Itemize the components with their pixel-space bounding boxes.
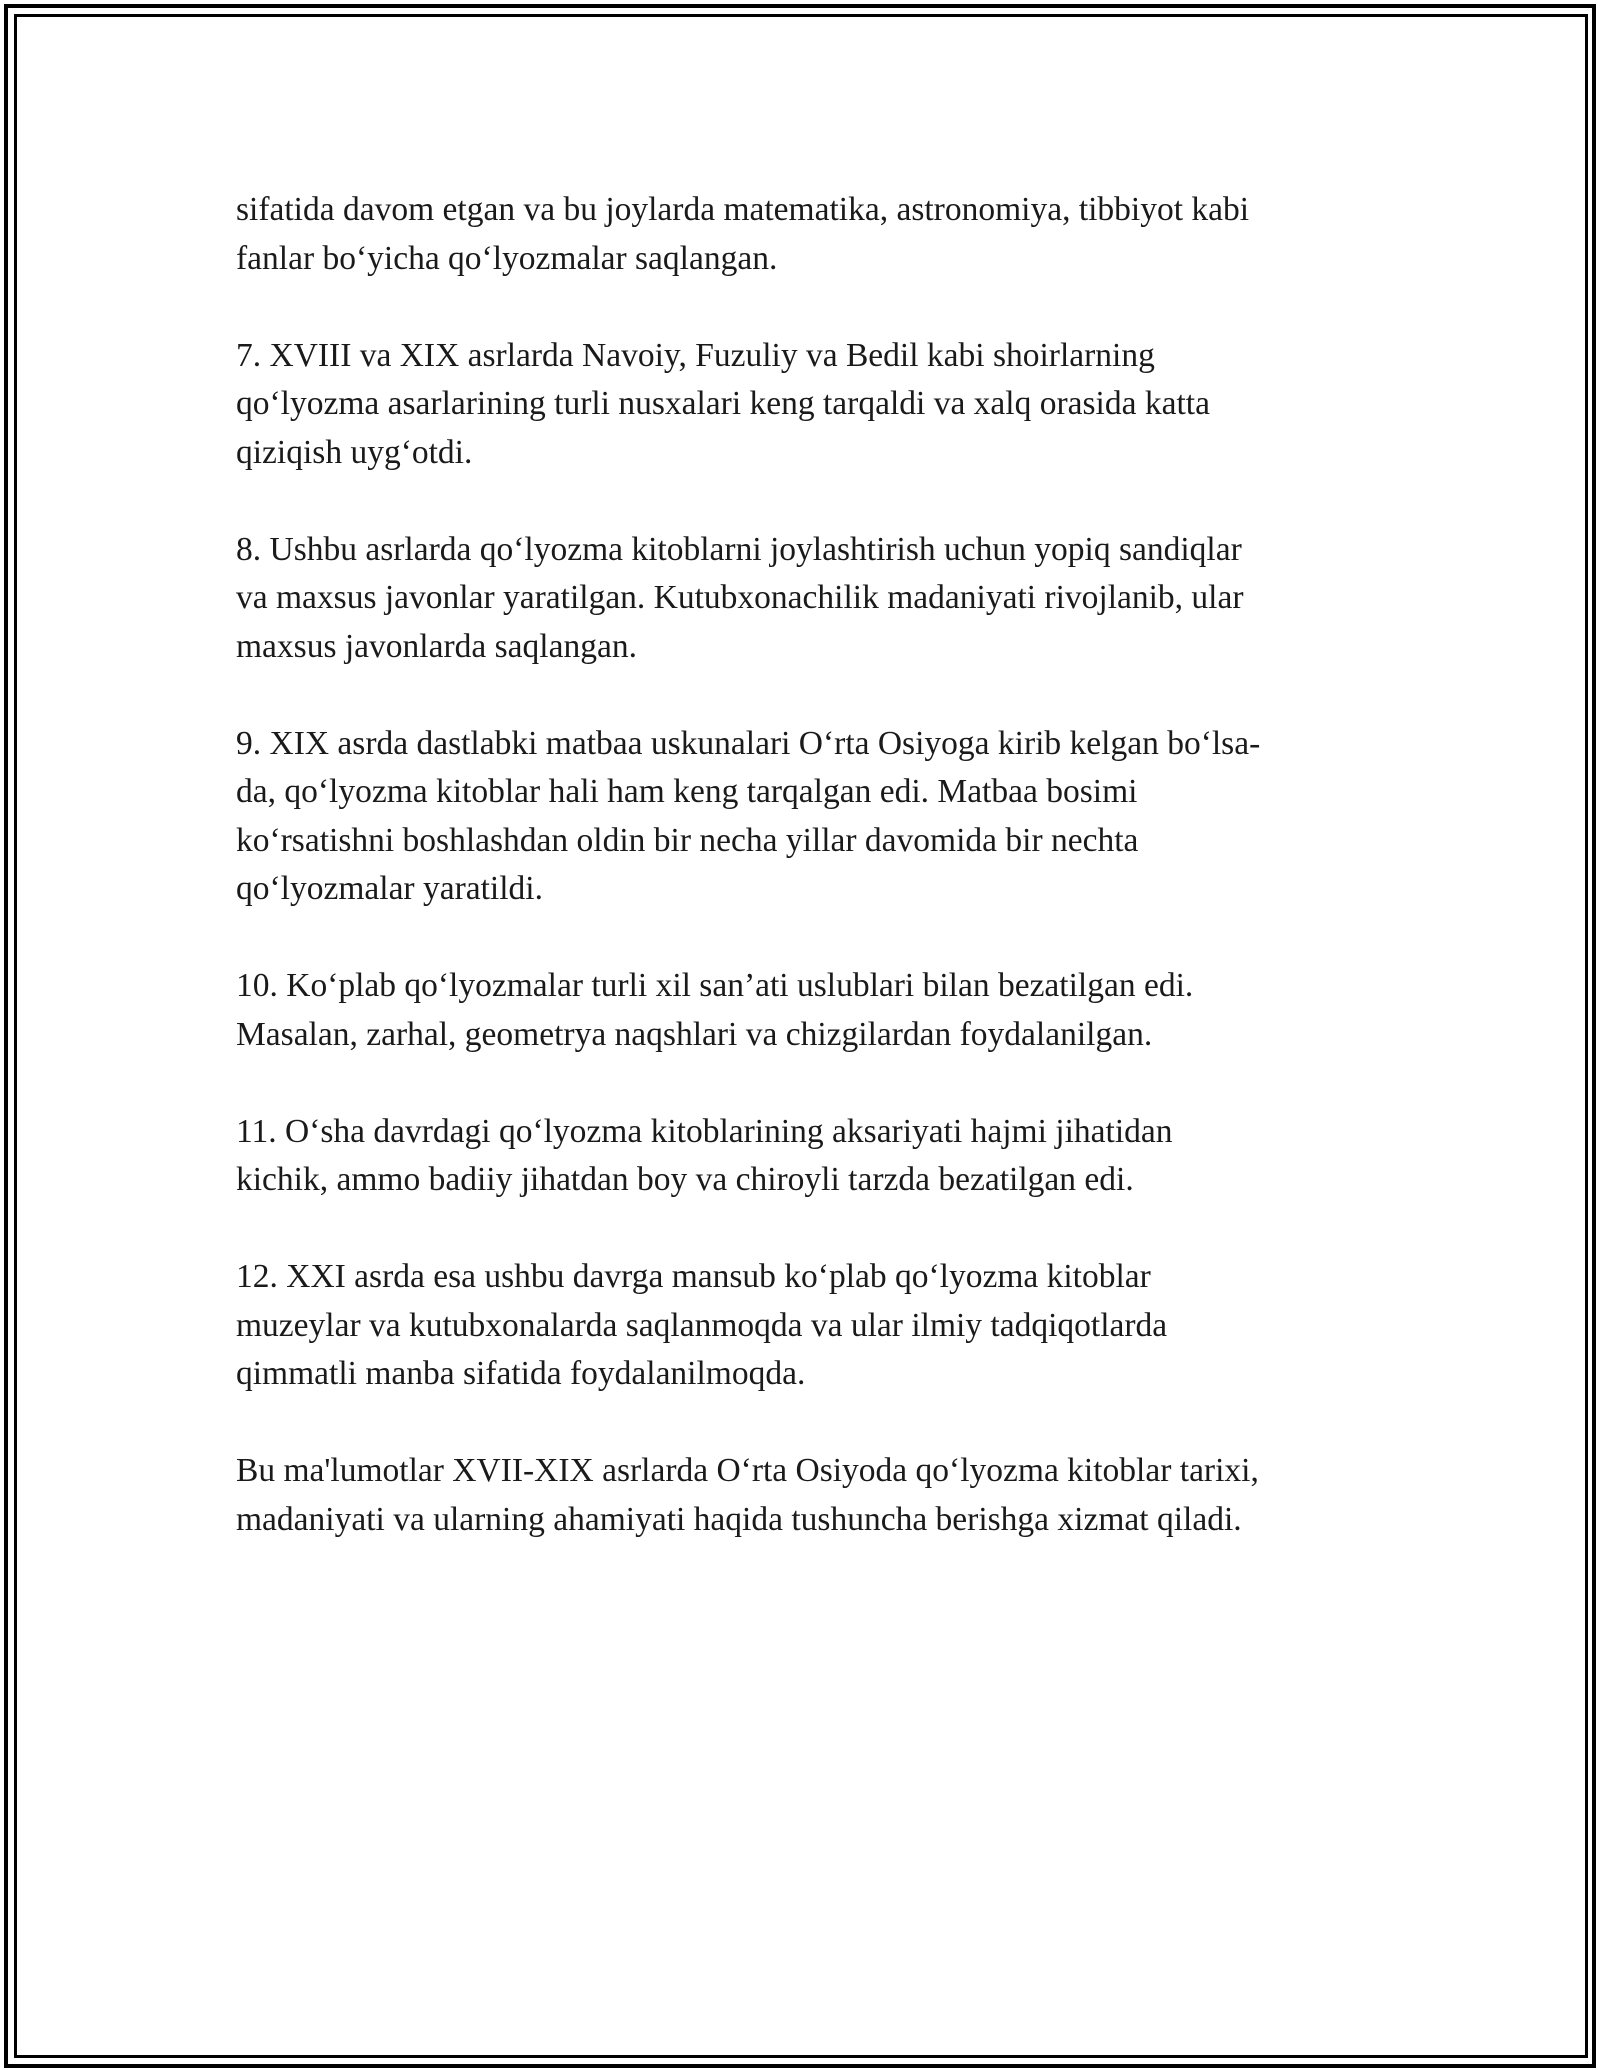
text-line: va maxsus javonlar yaratilgan. Kutubxonachilik madaniyati rivojlanib, ular xyxy=(236,579,1244,616)
paragraph-item-7 xyxy=(236,332,1366,478)
text-line: ko‘rsatishni boshlashdan oldin bir necha yillar davomida bir nechta xyxy=(236,821,1139,859)
text-line: 11. O‘sha davrdagi qo‘lyozma kitoblarining aksariyati hajmi jihatidan xyxy=(236,1112,1173,1150)
text-line: 10. Ko‘plab qo‘lyozmalar turli xil san’ati uslublari bilan bezatilgan edi. xyxy=(236,967,1194,1004)
paragraph-item-10 xyxy=(236,962,1366,1059)
paragraph-conclusion xyxy=(236,1447,1366,1544)
document-body xyxy=(236,186,1366,1593)
paragraph-item-9 xyxy=(236,720,1366,914)
text-line: qiziqish uyg‘otdi. xyxy=(236,433,473,471)
text-line: Masalan, zarhal, geometrya naqshlari va chizgilardan foydalanilgan. xyxy=(236,1015,1153,1053)
paragraph-item-12 xyxy=(236,1253,1366,1399)
text-line: kichik, ammo badiiy jihatdan boy va chiroyli tarzda bezatilgan edi. xyxy=(236,1161,1134,1198)
text-line: qimmatli manba sifatida foydalanilmoqda. xyxy=(236,1355,806,1392)
paragraph-item-11 xyxy=(236,1108,1366,1205)
text-line: qo‘lyozma asarlarining turli nusxalari keng tarqaldi va xalq orasida katta xyxy=(236,385,1210,422)
paragraph-continuation xyxy=(236,186,1366,283)
text-line: qo‘lyozmalar yaratildi. xyxy=(236,870,543,907)
text-line: madaniyati va ularning ahamiyati haqida tushuncha berishga xizmat qiladi. xyxy=(236,1500,1242,1538)
text-line: da, qo‘lyozma kitoblar hali ham keng tarqalgan edi. Matbaa bosimi xyxy=(236,773,1138,810)
text-line: Bu ma'lumotlar XVII-XIX asrlarda O‘rta Osiyoda qo‘lyozma kitoblar tarixi, xyxy=(236,1452,1259,1489)
text-line: fanlar bo‘yicha qo‘lyozmalar saqlangan. xyxy=(236,239,778,277)
text-line: maxsus javonlarda saqlangan. xyxy=(236,627,637,665)
text-line: muzeylar va kutubxonalarda saqlanmoqda va ular ilmiy tadqiqotlarda xyxy=(236,1306,1168,1344)
text-line: sifatida davom etgan va bu joylarda matematika, astronomiya, tibbiyot kabi xyxy=(236,191,1250,228)
text-line: 8. Ushbu asrlarda qo‘lyozma kitoblarni joylashtirish uchun yopiq sandiqlar xyxy=(236,530,1242,568)
text-line: 7. XVIII va XIX asrlarda Navoiy, Fuzuliy va Bedil kabi shoirlarning xyxy=(236,336,1155,374)
paragraph-item-8 xyxy=(236,526,1366,672)
text-line: 9. XIX asrda dastlabki matbaa uskunalari O‘rta Osiyoga kirib kelgan bo‘lsa- xyxy=(236,724,1261,762)
text-line: 12. XXI asrda esa ushbu davrga mansub ko‘plab qo‘lyozma kitoblar xyxy=(236,1258,1151,1295)
